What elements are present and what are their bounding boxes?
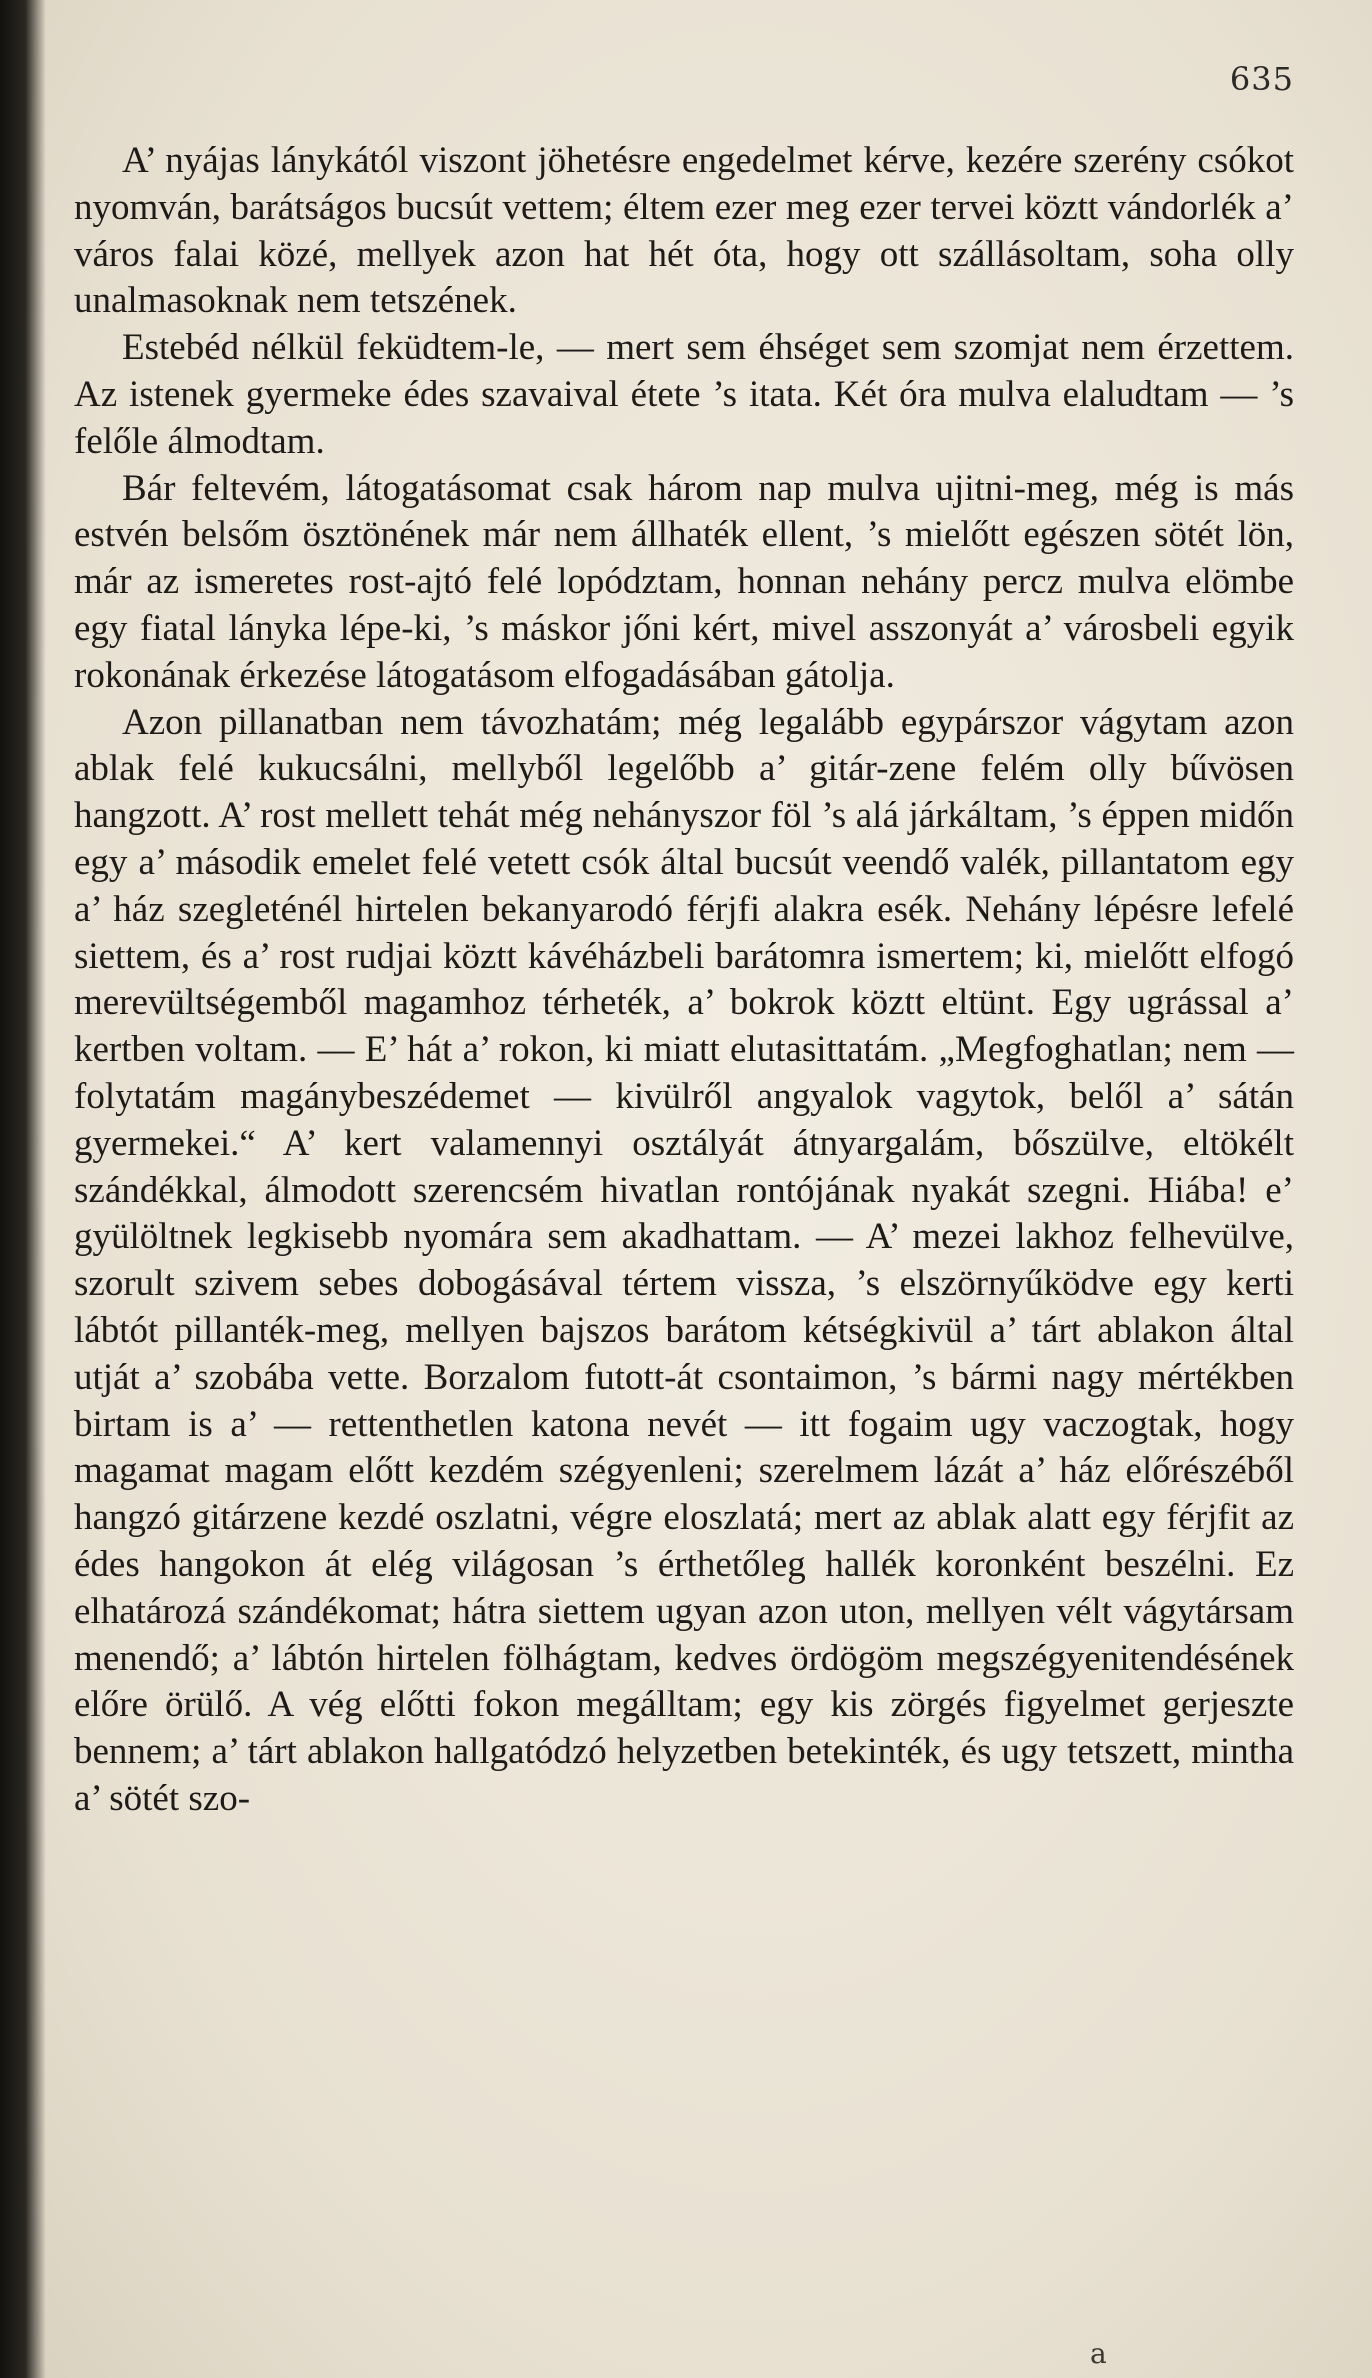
paragraph: Azon pillanatban nem távozhatám; még legalább egypárszor vágytam azon ablak felé kukucsálni, mellyből legelőbb a’ gitár-zene felém olly bűvösen hangzott. A’ rost mellett tehát még nehányszor föl ’s alá járkáltam, ’s éppen midőn egy a’ második emelet felé vetett csók által bucsút veendő valék, pillantatom egy a’ ház szegleténél hirtelen bekanyarodó férjfi alakra esék. Nehány lépésre lefelé siettem, és a’ rost rudjai köztt kávéházbeli barátomra ismertem; ki, mielőtt elfogó merevültségemből magamhoz térheték, a’ bokrok köztt eltünt. Egy ugrással a’ kertben voltam. — E’ hát a’ rokon, ki miatt elutasittatám. „Megfoghatlan; nem — folytatám magánybeszédemet — kivülről angyalok vagytok, belől a’ sátán gyermekei.“ A’ kert valamennyi osztályát átnyargalám, bőszülve, eltökélt szándékkal, álmodott szerencsém hivatlan rontójának nyakát szegni. Hiába! e’ gyülöltnek legkisebb nyomára sem akadhattam. — A’ mezei lakhoz felhevülve, szorult szivem sebes dobogásával tértem vissza, ’s elszörnyűködve egy kerti lábtót pillanték-meg, mellyen bajszos barátom kétségkivül a’ tárt ablakon által utját a’ szobába vette. Borzalom futott-át csontaimon, ’s bármi nagy mértékben birtam is a’ — rettenthetlen katona nevét — itt fogaim ugy vaczogtak, hogy magamat magam előtt kezdém szégyenleni; szerelmem lázát a’ ház előrészéből hangzó gitárzene kezdé oszlatni, végre eloszlatá; mert az ablak alatt egy férjfit az édes hangokon át elég világosan ’s érthetőleg hallék koronként beszélni. Ez elhatározá szándékomat; hátra siettem ugyan azon uton, mellyen vélt vágytársam menendő; a’ lábtón hirtelen fölhágtam, kedves ördögöm megszégyenitendésének előre örülő. A vég előtti fokon megálltam; egy kis zörgés figyelmet gerjeszte bennem; a’ tárt ablakon hallgatódzó helyzetben betekinték, és ugy tetszett, mintha a’ sötét szo- [74, 701, 1294, 1819]
page-gutter-shadow [0, 0, 46, 2378]
paragraph: Estebéd nélkül feküdtem-le, — mert sem éhséget sem szomjat nem érzettem. Az istenek gyermeke édes szavaival étete ’s itata. Két óra mulva elaludtam — ’s felőle álmodtam. [74, 327, 1294, 462]
page-number: 635 [1229, 60, 1294, 98]
signature-mark: a [1090, 2337, 1107, 2370]
body-text [74, 138, 1294, 1823]
paragraph: Bár feltevém, látogatásomat csak három nap mulva ujitni-meg, még is más estvén belsőm ösztönének már nem állhaték ellent, ’s mielőtt egészen sötét lön, már az ismeretes rost-ajtó felé lopództam, honnan nehány percz mulva elömbe egy fiatal lányka lépe-ki, ’s máskor jőni kért, mivel asszonyát a’ városbeli egyik rokonának érkezése látogatásom elfogadásában gátolja. [74, 467, 1294, 696]
paragraph: A’ nyájas lánykától viszont jöhetésre engedelmet kérve, kezére szerény csókot nyomván, barátságos bucsút vettem; éltem ezer meg ezer tervei köztt vándorlék a’ város falai közé, mellyek azon hat hét óta, hogy ott szállásoltam, soha olly unalmasoknak nem tetszének. [74, 140, 1294, 322]
